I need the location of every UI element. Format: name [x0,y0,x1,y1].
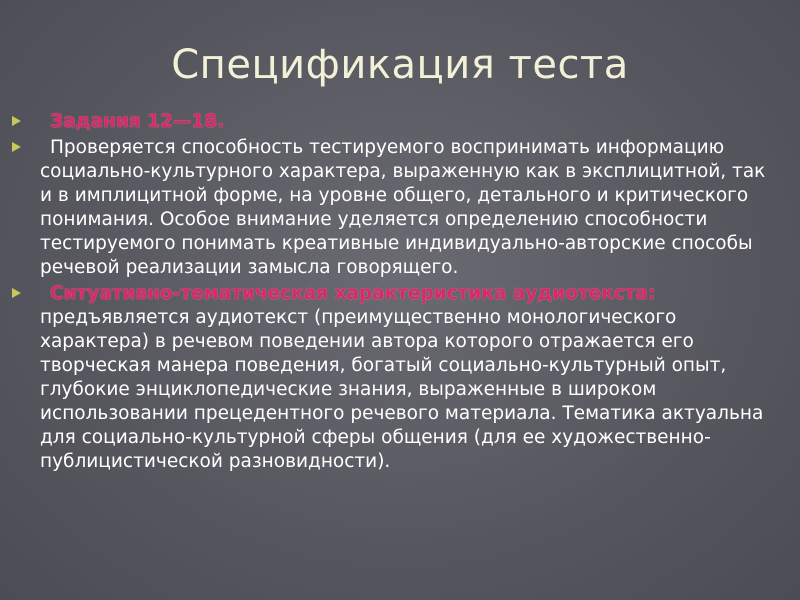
triangle-right-icon [12,288,21,298]
bullet-accent-audiotext: Ситуативно-тематическая характеристика аудиотекста [50,283,648,304]
slide-content [12,110,772,476]
bullet-item-audiotext [12,282,772,474]
bullet-item-tasks [12,110,772,134]
bullet-item-description [12,136,772,280]
bullet-accent-tasks: Задания 12—18. [50,111,225,132]
slide-title: Спецификация теста [171,42,629,88]
bullet-accent-colon: : [647,283,656,304]
triangle-right-icon [12,142,21,152]
bullet-text-audiotext: предъявляется аудиотекст (преимущественно монологического характера) в речевом поведении автора которого отражается его творческая манера поведения, богатый социально-культурный опыт, глубокие энциклопедические знания, выраженные в широком использовании прецедентного речевого материала. Тематика актуальна для социально-культурной сферы общения (для ее художественно-публицистической разновидности). [40,307,764,472]
bullet-text-description: Проверяется способность тестируемого воспринимать информацию социально-культурного характера, выраженную как в эксплицитной, так и в имплицитной форме, на уровне общего, детального и критического понимания. Особое внимание уделяется определению способности тестируемого понимать креативные индивидуально-авторские способы речевой реализации замысла говорящего. [40,137,766,278]
triangle-right-icon [12,116,21,126]
